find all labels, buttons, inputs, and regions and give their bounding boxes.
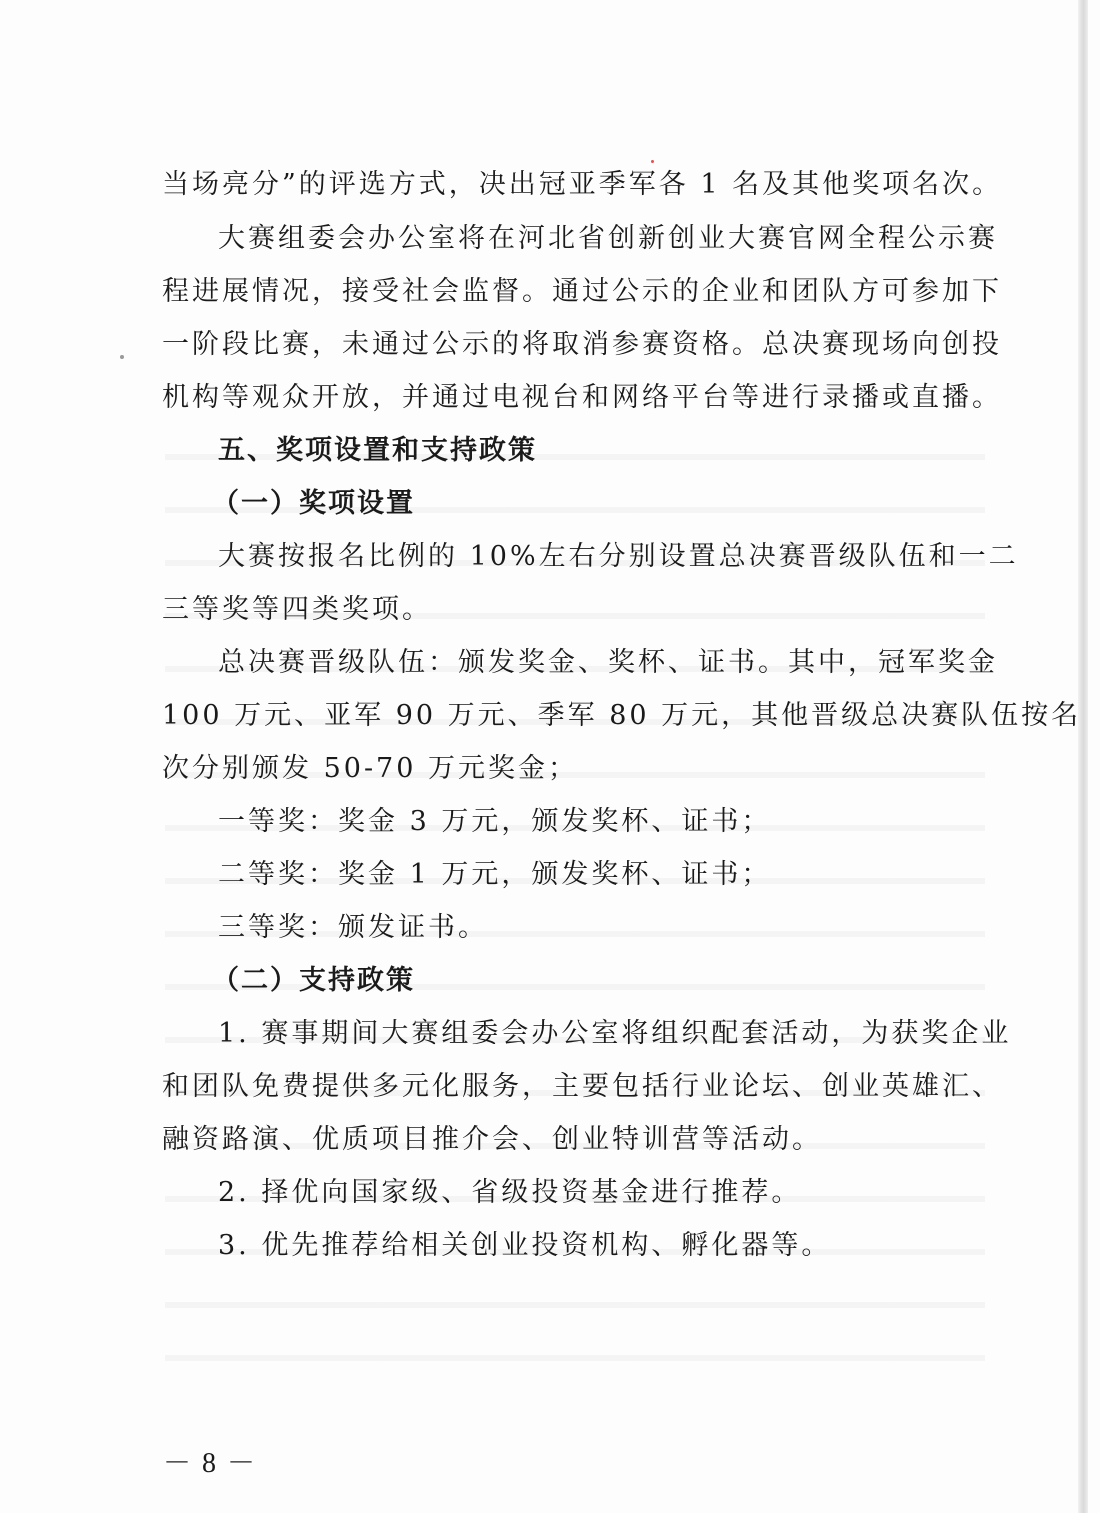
paragraph-line: 融资路演、优质项目推介会、创业特训营等活动。 <box>162 1124 822 1155</box>
paragraph-line: 三等奖等四类奖项。 <box>162 594 432 625</box>
paragraph-line: 2. 择优向国家级、省级投资基金进行推荐。 <box>218 1177 802 1208</box>
scan-edge-shadow <box>1078 0 1088 1513</box>
paragraph-line: 程进展情况，接受社会监督。通过公示的企业和团队方可参加下 <box>162 276 1002 307</box>
paragraph-line: 3. 优先推荐给相关创业投资机构、孵化器等。 <box>218 1230 832 1261</box>
paragraph-line: 100 万元、亚军 90 万元、季军 80 万元，其他晋级总决赛队伍按名 <box>162 700 1082 731</box>
paragraph-line: 大赛按报名比例的 10%左右分别设置总决赛晋级队伍和一二 <box>218 541 1019 572</box>
paragraph-line: 总决赛晋级队伍：颁发奖金、奖杯、证书。其中，冠军奖金 <box>218 647 998 678</box>
paragraph-line: 和团队免费提供多元化服务，主要包括行业论坛、创业英雄汇、 <box>162 1071 1002 1102</box>
paragraph-line: 一阶段比赛，未通过公示的将取消参赛资格。总决赛现场向创投 <box>162 329 1002 360</box>
section-heading: 五、奖项设置和支持政策 <box>218 435 537 466</box>
paragraph-line: 机构等观众开放，并通过电视台和网络平台等进行录播或直播。 <box>162 382 1002 413</box>
subsection-heading: （一）奖项设置 <box>212 488 415 519</box>
paragraph-line: 二等奖：奖金 1 万元，颁发奖杯、证书； <box>218 859 772 890</box>
paragraph-line: 次分别颁发 50-70 万元奖金； <box>162 753 579 784</box>
paragraph-line: 当场亮分”的评选方式，决出冠亚季军各 1 名及其他奖项名次。 <box>162 169 1003 200</box>
paragraph-line: 一等奖：奖金 3 万元，颁发奖杯、证书； <box>218 806 772 837</box>
paragraph-line: 1. 赛事期间大赛组委会办公室将组织配套活动，为获奖企业 <box>218 1018 1012 1049</box>
paragraph-line: 三等奖：颁发证书。 <box>218 912 488 943</box>
page-number: － 8 － <box>163 1448 258 1479</box>
scan-speck <box>120 355 124 359</box>
scan-speck <box>651 160 654 163</box>
subsection-heading: （二）支持政策 <box>212 965 415 996</box>
paragraph-line: 大赛组委会办公室将在河北省创新创业大赛官网全程公示赛 <box>218 223 998 254</box>
